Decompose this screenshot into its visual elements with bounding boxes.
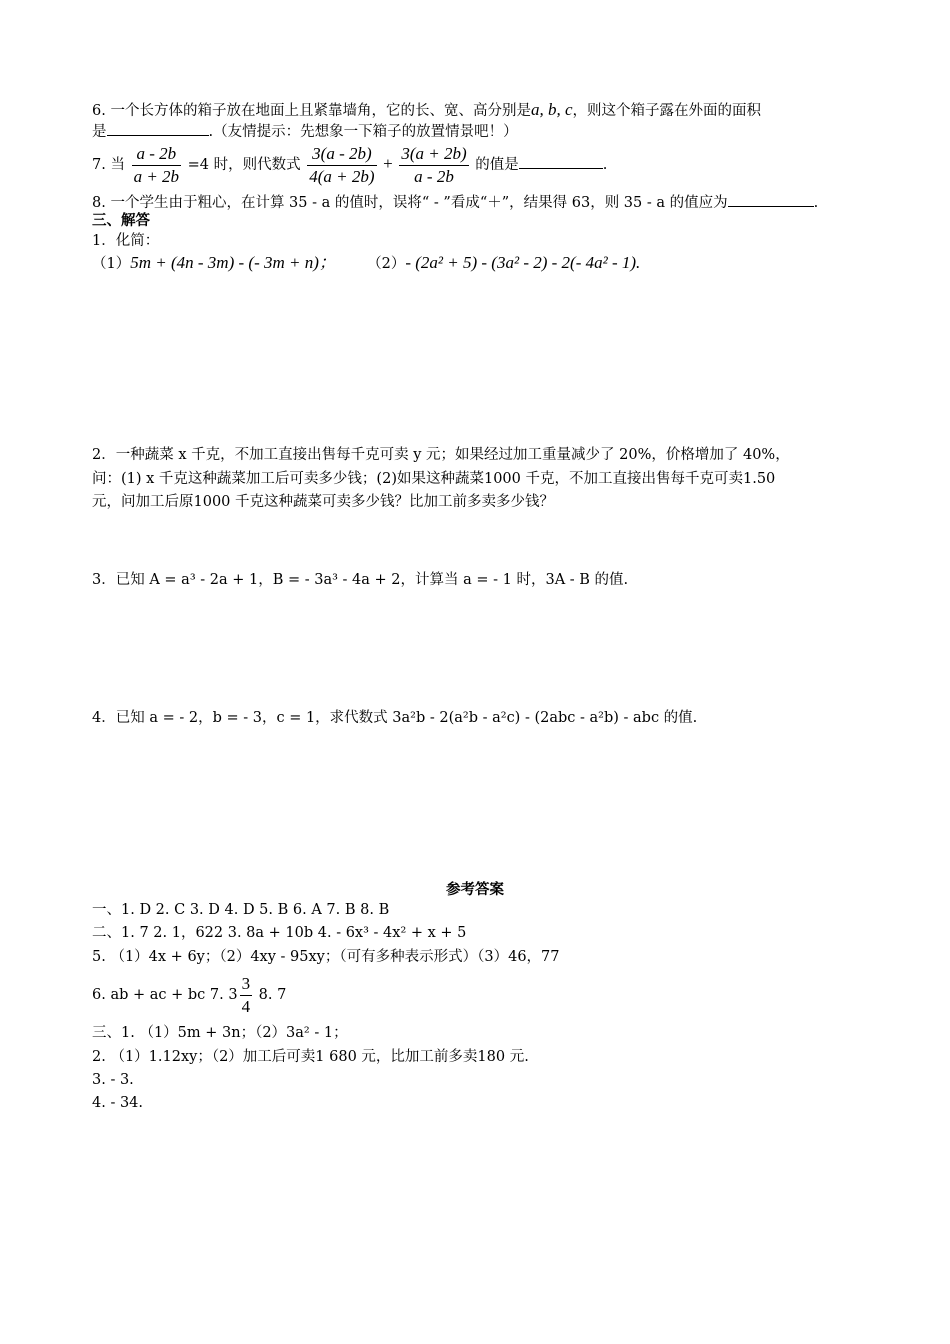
q7-answer-blank <box>519 154 603 169</box>
answers-title: 参考答案 <box>446 881 504 898</box>
problem-1-parts <box>92 253 640 274</box>
problem-2-line3: 元，问加工后原1000 千克这种蔬菜可卖多少钱？比加工前多卖多少钱？ <box>92 494 555 510</box>
p1-part1-label: （1） <box>92 256 131 272</box>
q7-frac2-denominator: 4(a + 2b) <box>309 166 375 186</box>
q7-fraction-2 <box>307 143 376 188</box>
q7-suffix: 的值是 <box>475 157 519 173</box>
p1-part2-expression: - (2a² + 5) - (3a² - 2) - 2(- 4a² - 1). <box>405 253 641 272</box>
p1-part2-label: （2） <box>367 256 406 272</box>
q6-hint: .（友情提示：先想象一下箱子的放置情景吧！） <box>208 124 518 140</box>
question-7 <box>92 140 607 189</box>
problem-3: 3．已知 A = a³ - 2a + 1，B = - 3a³ - 4a + 2，计算当 a = - 1 时，3A - B 的值. <box>92 572 629 588</box>
problem-2-line1: 2．一种蔬菜 x 千克，不加工直接出售每千克可卖 y 元；如果经过加工重量减少了 20%，价格增加了 40%， <box>92 447 790 463</box>
q6-answer-blank <box>107 121 209 136</box>
answers-mixed-fraction <box>240 973 253 1018</box>
answers-frac-denominator: 4 <box>241 996 251 1016</box>
answers-line4-b: 8. 7 <box>254 987 287 1003</box>
q6-prefix: 6. 一个长方体的箱子放在地面上且紧靠墙角，它的长、宽、高分别是 <box>92 103 531 119</box>
q7-frac3-numerator: 3(a + 2b) <box>399 143 468 166</box>
answers-line-2: 二、1. 7 2. 1，622 3. 8a + 10b 4. - 6x³ - 4x² + x + 5 <box>92 925 467 941</box>
answers-line-4 <box>92 970 286 1020</box>
question-8 <box>92 192 818 213</box>
q6-suffix: ，则这个箱子露在外面的面积 <box>572 103 761 119</box>
q7-label: 7. 当 <box>92 157 125 173</box>
answers-frac-numerator: 3 <box>240 973 253 996</box>
q7-eq: =4 时，则代数式 <box>187 157 301 173</box>
q7-plus: + <box>383 154 393 173</box>
q6-vars: a, b, c <box>530 100 573 119</box>
answers-line-5: 三、1. （1）5m + 3n；（2）3a² - 1； <box>92 1025 348 1041</box>
answers-line-8: 4. - 34. <box>92 1095 144 1111</box>
q7-end: . <box>602 157 608 173</box>
answers-line4-a: 6. ab + ac + bc 7. 3 <box>92 987 238 1003</box>
q8-end: . <box>813 195 819 211</box>
q7-frac3-denominator: a - 2b <box>414 166 454 186</box>
q7-frac1-numerator: a - 2b <box>132 143 181 166</box>
answers-line-6: 2. （1）1.12xy；（2）加工后可卖1 680 元，比加工前多卖180 元. <box>92 1049 529 1065</box>
question-6-line2 <box>92 121 518 142</box>
q8-text: 8. 一个学生由于粗心，在计算 35 - a 的值时，误将“ - ”看成“＋”，结果得 63，则 35 - a 的值应为 <box>92 195 728 211</box>
p1-part1-expression: 5m + (4n - 3m) - (- 3m + n)； <box>130 253 336 272</box>
q7-frac1-denominator: a + 2b <box>133 166 180 186</box>
q6-line2-prefix: 是 <box>92 124 107 140</box>
problem-1-title: 1．化简： <box>92 233 160 249</box>
q8-answer-blank <box>728 192 814 207</box>
problem-2-line2: 问：(1) x 千克这种蔬菜加工后可卖多少钱；(2)如果这种蔬菜1000 千克，不加工直接出售每千克可卖1.50 <box>92 471 776 487</box>
answers-line-3: 5. （1）4x + 6y；（2）4xy - 95xy；（可有多种表示形式）（3）46，77 <box>92 949 560 965</box>
q7-frac2-numerator: 3(a - 2b) <box>307 143 376 166</box>
q7-fraction-3 <box>399 143 468 188</box>
answers-line-7: 3. - 3. <box>92 1072 134 1088</box>
problem-4: 4．已知 a = - 2，b = - 3，c = 1，求代数式 3a²b - 2(a²b - a²c) - (2abc - a²b) - abc 的值. <box>92 710 698 726</box>
q7-fraction-1 <box>132 143 181 188</box>
question-6-line1 <box>92 100 761 121</box>
answers-line-1: 一、1. D 2. C 3. D 4. D 5. B 6. A 7. B 8. B <box>92 902 390 918</box>
section-3-title: 三、解答 <box>92 212 150 229</box>
